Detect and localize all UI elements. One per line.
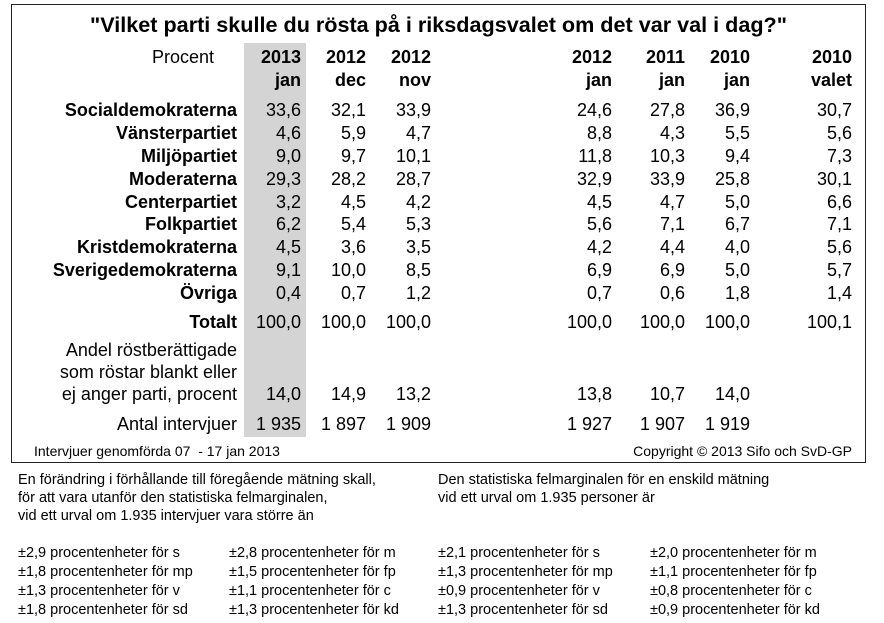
party-name: Centerpartiet: [124, 192, 237, 212]
value-cell: 5,3: [405, 214, 431, 234]
column-period: jan: [274, 70, 301, 90]
total-value: 100,0: [566, 312, 612, 332]
value-cell: 8,8: [586, 123, 612, 143]
column-period: valet: [810, 70, 852, 90]
value-cell: 5,7: [826, 260, 852, 280]
margin-item: ±1,1 procentenheter för c: [229, 583, 391, 599]
value-cell: 30,1: [816, 169, 852, 189]
party-row: [0, 259, 884, 281]
value-cell: 5,0: [724, 260, 750, 280]
total-value: 100,0: [639, 312, 685, 332]
value-cell: 5,9: [340, 123, 366, 143]
blank-share-label-row: [0, 339, 884, 361]
column-year: 2012: [390, 47, 431, 67]
column-year: 2010: [811, 47, 852, 67]
sampling-margin-list-left: [438, 544, 613, 620]
party-name: Socialdemokraterna: [64, 100, 237, 120]
margin-item: ±1,3 procentenheter för kd: [229, 602, 399, 618]
interviews-value: 1 919: [704, 414, 750, 434]
note-line: för att vara utanför den statistiska felmarginalen,: [18, 490, 328, 506]
note-line: Den statistiska felmarginalen för en enskild mätning: [438, 472, 770, 488]
blank-share-label-row: [0, 361, 884, 383]
party-name: Sverigedemokraterna: [52, 260, 237, 280]
value-cell: 5,5: [724, 123, 750, 143]
value-cell: 10,3: [649, 146, 685, 166]
value-cell: 28,2: [330, 169, 366, 189]
interviews-label: Antal intervjuer: [116, 414, 237, 434]
value-cell: 33,6: [265, 100, 301, 120]
value-cell: 9,7: [340, 146, 366, 166]
change-margin-list-right: [229, 544, 399, 620]
blank-share-value: 13,2: [395, 384, 431, 404]
total-value: 100,0: [255, 312, 301, 332]
value-cell: 29,3: [265, 169, 301, 189]
margin-item: ±1,3 procentenheter för sd: [438, 602, 608, 618]
column-year: 2013: [260, 47, 301, 67]
value-cell: 28,7: [395, 169, 431, 189]
value-cell: 10,0: [330, 260, 366, 280]
value-cell: 9,4: [724, 146, 750, 166]
value-cell: 4,5: [275, 237, 301, 257]
margin-item: ±1,5 procentenheter för fp: [229, 564, 396, 580]
sampling-margin-list-right: [650, 544, 820, 620]
value-cell: 32,1: [330, 100, 366, 120]
margin-item: ±2,0 procentenheter för m: [650, 545, 817, 561]
value-cell: 0,7: [340, 283, 366, 303]
total-value: 100,0: [385, 312, 431, 332]
value-cell: 27,8: [649, 100, 685, 120]
value-cell: 33,9: [395, 100, 431, 120]
value-cell: 3,6: [340, 237, 366, 257]
column-year: 2011: [645, 47, 685, 67]
blank-share-label-line: som röstar blankt eller: [59, 362, 237, 382]
note-line: vid ett urval om 1.935 intervjuer vara större än: [18, 508, 314, 524]
interviews-value: 1 935: [255, 414, 301, 434]
value-cell: 4,2: [586, 237, 612, 257]
value-cell: 3,2: [275, 192, 301, 212]
margin-item: ±1,1 procentenheter för fp: [650, 564, 817, 580]
value-cell: 8,5: [405, 260, 431, 280]
value-cell: 7,1: [659, 214, 685, 234]
party-name: Vänsterpartiet: [115, 123, 237, 143]
fieldwork-note: Intervjuer genomförda 07 - 17 jan 2013: [34, 443, 280, 459]
page-title: "Vilket parti skulle du rösta på i riksdagsvalet om det var val i dag?": [90, 12, 787, 37]
margin-item: ±2,1 procentenheter för s: [438, 545, 600, 561]
value-cell: 9,0: [275, 146, 301, 166]
column-period: dec: [334, 70, 366, 90]
value-cell: 4,5: [340, 192, 366, 212]
value-cell: 7,3: [826, 146, 852, 166]
margin-item: ±1,3 procentenheter för mp: [438, 564, 613, 580]
value-cell: 11,8: [578, 146, 612, 166]
value-cell: 4,4: [659, 237, 685, 257]
value-cell: 6,2: [275, 214, 301, 234]
party-row: [0, 168, 884, 190]
margin-item: ±1,8 procentenheter för sd: [18, 602, 188, 618]
value-cell: 5,0: [724, 192, 750, 212]
value-cell: 4,5: [586, 192, 612, 212]
blank-share-label-line: ej anger parti, procent: [61, 384, 237, 404]
column-year: 2010: [709, 47, 750, 67]
blank-share-value: 10,7: [649, 384, 685, 404]
margin-item: ±1,8 procentenheter för mp: [18, 564, 193, 580]
value-cell: 1,2: [405, 283, 431, 303]
column-year: 2012: [571, 47, 612, 67]
value-cell: 3,5: [405, 237, 431, 257]
unit-label: Procent: [152, 47, 215, 67]
value-cell: 36,9: [714, 100, 750, 120]
value-cell: 1,8: [724, 283, 750, 303]
value-cell: 0,7: [586, 283, 612, 303]
value-cell: 4,2: [405, 192, 431, 212]
note-line: vid ett urval om 1.935 personer är: [438, 490, 655, 506]
party-name: Övriga: [179, 283, 237, 303]
value-cell: 4,6: [275, 123, 301, 143]
margin-item: ±2,9 procentenheter för s: [18, 545, 180, 561]
party-row: [0, 145, 884, 167]
blank-share-value: 13,8: [576, 384, 612, 404]
value-cell: 5,4: [340, 214, 366, 234]
blank-share-value: 14,0: [714, 384, 750, 404]
value-cell: 7,1: [826, 214, 852, 234]
value-cell: 5,6: [586, 214, 612, 234]
change-margin-list-left: [18, 544, 193, 620]
value-cell: 6,9: [586, 260, 612, 280]
value-cell: 1,4: [826, 283, 852, 303]
value-cell: 25,8: [714, 169, 750, 189]
blank-share-label-line: Andel röstberättigade: [65, 340, 237, 360]
value-cell: 6,9: [659, 260, 685, 280]
margin-item: ±0,8 procentenheter för c: [650, 583, 812, 599]
margin-item: ±0,9 procentenheter för kd: [650, 602, 820, 618]
value-cell: 0,4: [275, 283, 301, 303]
value-cell: 33,9: [649, 169, 685, 189]
total-row: [0, 311, 884, 333]
total-label: Totalt: [189, 312, 237, 332]
blank-share-row: [0, 383, 884, 405]
margin-item: ±2,8 procentenheter för m: [229, 545, 396, 561]
total-value: 100,0: [704, 312, 750, 332]
change-margin-note: [18, 471, 376, 525]
value-cell: 30,7: [816, 100, 852, 120]
party-name: Kristdemokraterna: [76, 237, 237, 257]
interviews-value: 1 897: [320, 414, 366, 434]
value-cell: 4,3: [659, 123, 685, 143]
column-header-years: [0, 46, 884, 68]
column-year: 2012: [325, 47, 366, 67]
value-cell: 5,6: [826, 237, 852, 257]
party-row: [0, 236, 884, 258]
value-cell: 5,6: [826, 123, 852, 143]
party-row: [0, 213, 884, 235]
party-name: Miljöpartiet: [140, 146, 237, 166]
column-header-periods: [0, 69, 884, 91]
blank-share-value: 14,0: [265, 384, 301, 404]
value-cell: 9,1: [275, 260, 301, 280]
value-cell: 4,7: [659, 192, 685, 212]
value-cell: 4,0: [724, 237, 750, 257]
total-value: 100,1: [806, 312, 852, 332]
party-name: Folkpartiet: [144, 214, 237, 234]
sampling-margin-note: [438, 471, 769, 507]
interviews-value: 1 909: [385, 414, 431, 434]
interviews-value: 1 907: [639, 414, 685, 434]
margin-item: ±1,3 procentenheter för v: [18, 583, 180, 599]
blank-share-value: 14,9: [330, 384, 366, 404]
note-line: En förändring i förhållande till föregående mätning skall,: [18, 472, 376, 488]
party-row: [0, 99, 884, 121]
interviews-row: [0, 413, 884, 435]
total-value: 100,0: [320, 312, 366, 332]
interviews-value: 1 927: [566, 414, 612, 434]
value-cell: 10,1: [395, 146, 431, 166]
value-cell: 6,6: [826, 192, 852, 212]
party-row: [0, 191, 884, 213]
value-cell: 0,6: [659, 283, 685, 303]
value-cell: 24,6: [576, 100, 612, 120]
column-period: jan: [585, 70, 612, 90]
value-cell: 6,7: [724, 214, 750, 234]
column-period: nov: [398, 70, 431, 90]
party-row: [0, 282, 884, 304]
margin-item: ±0,9 procentenheter för v: [438, 583, 600, 599]
column-period: jan: [658, 70, 685, 90]
column-period: jan: [723, 70, 750, 90]
value-cell: 32,9: [576, 169, 612, 189]
copyright: Copyright © 2013 Sifo och SvD-GP: [633, 443, 852, 459]
party-name: Moderaterna: [128, 169, 237, 189]
value-cell: 4,7: [405, 123, 431, 143]
party-row: [0, 122, 884, 144]
